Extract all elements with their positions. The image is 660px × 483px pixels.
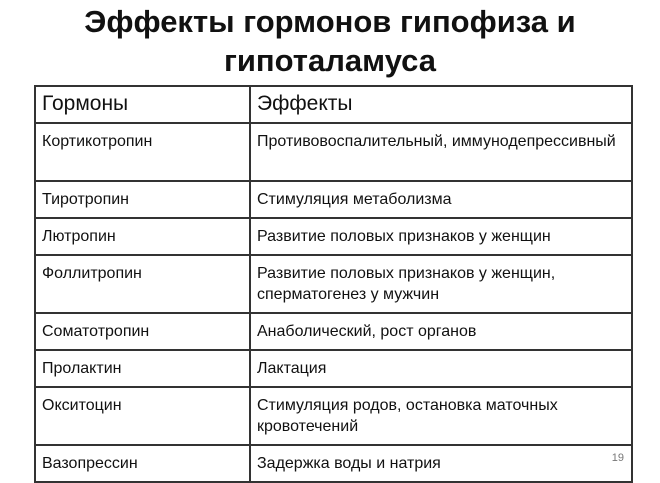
hormone-cell: Соматотропин <box>35 313 250 350</box>
table-row <box>35 350 632 387</box>
table-row <box>35 218 632 255</box>
hormone-cell: Фоллитропин <box>35 255 250 313</box>
title-line-2: гипоталамуса <box>223 43 437 78</box>
page-title <box>0 2 660 80</box>
table-row <box>35 255 632 313</box>
hormone-cell: Окситоцин <box>35 387 250 445</box>
effect-cell: Стимуляция родов, остановка маточных кровотечений <box>250 387 632 445</box>
column-header-effects: Эффекты <box>250 86 632 123</box>
effect-cell: Лактация <box>250 350 632 387</box>
effect-cell: Развитие половых признаков у женщин, сперматогенез у мужчин <box>250 255 632 313</box>
hormone-cell: Лютропин <box>35 218 250 255</box>
effect-cell: Развитие половых признаков у женщин <box>250 218 632 255</box>
hormones-effects-table <box>34 85 633 483</box>
table-header-row <box>35 86 632 123</box>
effect-cell: Стимуляция метаболизма <box>250 181 632 218</box>
column-header-hormones: Гормоны <box>35 86 250 123</box>
table-row <box>35 181 632 218</box>
table-row <box>35 445 632 482</box>
hormone-cell: Вазопрессин <box>35 445 250 482</box>
title-line-1: Эффекты гормонов гипофиза и <box>84 4 576 39</box>
effect-cell: Анаболический, рост органов <box>250 313 632 350</box>
effect-cell: Противовоспалительный, иммунодепрессивный <box>250 123 632 181</box>
hormone-cell: Тиротропин <box>35 181 250 218</box>
table-row <box>35 123 632 181</box>
table-row <box>35 387 632 445</box>
page-number: 19 <box>611 452 624 464</box>
hormone-cell: Пролактин <box>35 350 250 387</box>
hormone-cell: Кортикотропин <box>35 123 250 181</box>
table-row <box>35 313 632 350</box>
effect-cell: Задержка воды и натрия <box>250 445 632 482</box>
